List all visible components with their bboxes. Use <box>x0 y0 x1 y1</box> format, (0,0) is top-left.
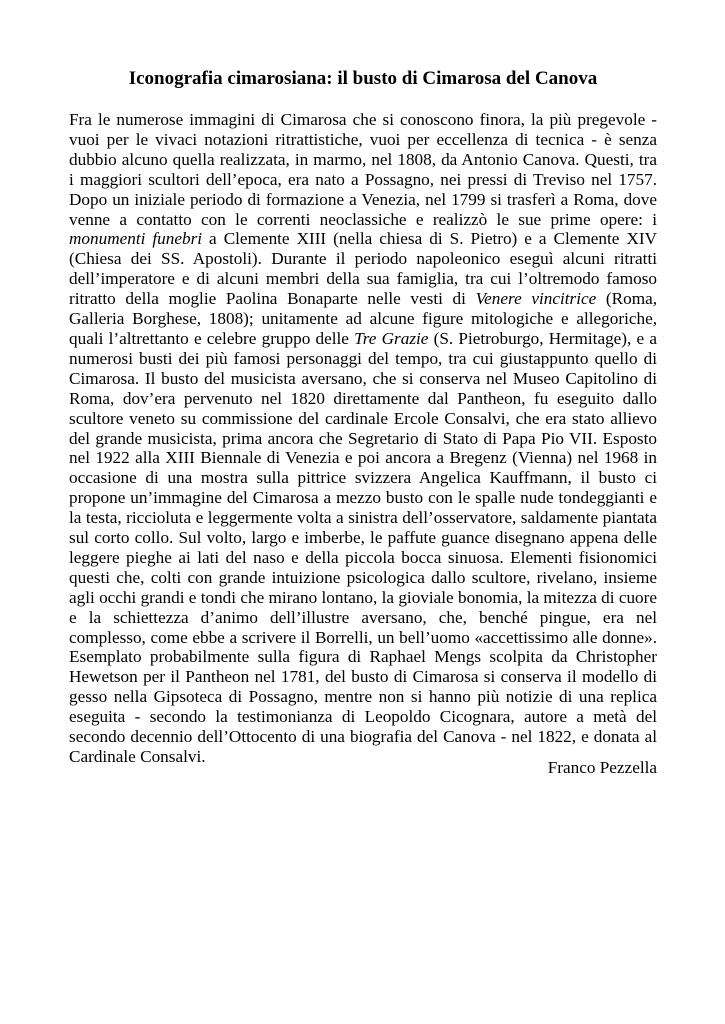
body-text-segment-4: (S. Pietroburgo, Hermitage), e a numerosi busti dei più famosi personaggi del tempo, tra cui giustappunto quello di Cimarosa. Il busto del musicista aversano, che si conserva nel Museo Capitolino di Roma, dov’era pervenuto nel 1820 direttamente dal Pantheon, fu eseguito dallo scultore veneto su commissione del cardinale Ercole Consalvi, che era stato allievo del grande musicista, prima ancora che Segretario di Stato di Papa Pio VII. Esposto nel 1922 alla XIII Biennale di Venezia e poi ancora a Bregenz (Vienna) nel 1968 in occasione di una mostra sulla pittrice svizzera Angelica Kauffmann, il busto ci propone un’immagine del Cimarosa a mezzo busto con le spalle nude tondeggianti e la testa, riccioluta e leggermente volta a sinistra dell’osservatore, saldamente piantata sul corto collo. Sul volto, largo e imberbe, le paffute guance disegnano appena delle leggere pieghe ai lati del naso e della piccola bocca sinuosa. Elementi fisionomici questi che, colti con grande intuizione psicologica dallo scultore, rivelano, insieme agli occhi grandi e tondi che mirano lontano, la gioviale bonomia, la mitezza di cuore e la schiettezza d’animo dell’illustre aversano, che, benché pingue, era nel complesso, come ebbe a scrivere il Borrelli, un bell’uomo «accettissimo alle donne». Esemplato probabilmente sulla figura di Raphael Mengs scolpita da Christopher Hewetson per il Pantheon nel 1781, del busto di Cimarosa si conserva il modello di gesso nella Gipsoteca di Possagno, mentre non si hanno più notizie di una replica eseguita - secondo la testimonianza di Leopoldo Cicognara, autore a metà del secondo decennio dell’Ottocento di una biografia del Canova - nel 1822, e donata al Cardinale Consalvi. <box>69 328 657 766</box>
body-text-segment-2: a Clemente XIII (nella chiesa di S. Pietro) e a Clemente XIV (Chiesa dei SS. Apostoli). Durante il periodo napoleonico eseguì alcuni ritratti dell’imperatore e di alcuni membri della sua famiglia, tra cui l’oltremodo famoso ritratto della moglie Paolina Bonaparte nelle vesti di <box>69 229 657 309</box>
body-text-segment-3: (Roma, Galleria Borghese, 1808); unitamente ad alcune figure mitologiche e allegoriche, quali l’altrettanto e celebre gruppo delle <box>69 289 657 348</box>
italic-title-venere-vincitrice: Venere vincitrice <box>475 289 597 309</box>
italic-title-monumenti-funebri: monumenti funebri <box>69 229 203 249</box>
document-title: Iconografia cimarosiana: il busto di Cimarosa del Canova <box>128 68 598 89</box>
body-paragraph <box>69 110 657 767</box>
body-text-segment-1: Fra le numerose immagini di Cimarosa che si conoscono finora, la più pregevole - vuoi per le vivaci notazioni ritrattistiche, vuoi per eccellenza di tecnica - è senza dubbio alcuno quella realizzata, in marmo, nel 1808, da Antonio Canova. Questi, tra i maggiori scultori dell’epoca, era nato a Possagno, nei pressi di Treviso nel 1757. Dopo un iniziale periodo di formazione a Venezia, nel 1799 si trasferì a Roma, dove venne a contatto con le correnti neoclassiche e realizzò le sue prime opere: i <box>69 110 657 229</box>
italic-title-tre-grazie: Tre Grazie <box>354 328 429 348</box>
author-signature: Franco Pezzella <box>547 758 657 777</box>
